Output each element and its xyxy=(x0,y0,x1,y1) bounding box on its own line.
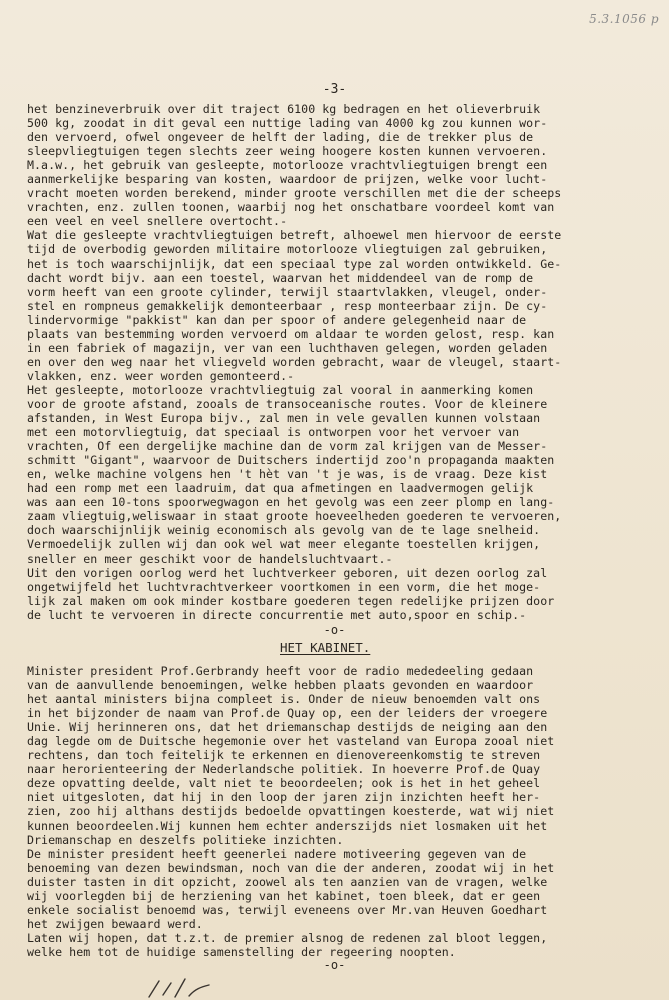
text-line: den vervoerd, ofwel ongeveer de helft der lading, die de trekker plus de xyxy=(27,130,534,145)
text-line: dag legde om de Duitsche hegemonie over het vasteland van Europa zooal niet xyxy=(27,734,555,749)
margin-annotation: 5.3.1056 p xyxy=(589,12,659,26)
text-line: een veel en veel snellere overtocht.- xyxy=(27,214,288,229)
section-heading: HET KABINET. xyxy=(280,640,371,655)
text-line: vracht moeten worden berekend, minder groote verschillen met die der scheeps xyxy=(27,186,562,201)
text-line: vlakken, enz. weer worden gemonteerd.- xyxy=(27,368,295,383)
text-line: Het gesleepte, motorlooze vrachtvliegtuig zal vooral in aanmerking komen xyxy=(27,382,534,397)
text-line: benoeming van dezen bewindsman, noch van die der anderen, zoodat wij in het xyxy=(27,860,555,875)
section-separator: -o- xyxy=(323,623,346,637)
text-line: zaam vliegtuig,weliswaar in staat groote hoeveelheden goederen te vervoeren, xyxy=(27,509,562,524)
text-line: wij voorlegden bij de herziening van het kabinet, toen bleek, dat er geen xyxy=(27,888,541,903)
text-line: vorm heeft van een groote cylinder, terwijl staartvlakken, vleugel, onder- xyxy=(27,284,548,299)
text-line: stel en rompneus gemakkelijk demonteerbaar , resp monteerbaar zijn. De cy- xyxy=(27,298,548,313)
text-line: was aan een 10-tons spoorwegwagon en het gevolg was een zeer plomp en lang- xyxy=(27,495,555,510)
article-cabinet-body xyxy=(27,664,667,959)
text-line: Minister president Prof.Gerbrandy heeft voor de radio mededeeling gedaan xyxy=(27,664,534,678)
text-line: schmitt "Gigant", waarvoor de Duitschers indertijd zoo'n propaganda maakten xyxy=(27,453,555,468)
text-line: sleepvliegtuigen tegen slechts zeer weing hoogere kosten kunnen vervoeren. xyxy=(27,144,548,159)
text-line: aanmerkelijke besparing van kosten, waardoor de prijzen, welke voor lucht- xyxy=(27,172,548,187)
text-line: het is toch waarschijnlijk, dat een speciaal type zal worden ontwikkeld. Ge- xyxy=(27,256,562,271)
text-line: duister tasten in dit opzicht, zoowel als ten aanzien van de vragen, welke xyxy=(27,874,548,889)
text-line: lijk zal maken om ook minder kostbare goederen tegen redelijke prijzen door xyxy=(27,593,555,608)
text-line: ongetwijfeld het luchtvrachtverkeer voortkomen in een vorm, die het moge- xyxy=(27,579,541,594)
text-line: rechtens, dan toch feitelijk te erkennen en dienovereenkomstig te streven xyxy=(27,748,541,763)
text-line: sneller en meer geschikt voor de handelsluchtvaart.- xyxy=(27,551,393,566)
page-number: -3- xyxy=(322,82,347,97)
text-line: en over den weg naar het vliegveld worden gebracht, waar de vleugel, staart- xyxy=(27,354,562,369)
text-line: van de aanvullende benoemingen, welke hebben plaats gevonden en waardoor xyxy=(27,678,534,693)
text-line: vrachten, enz. zullen toonen, waarbij nog het onschatbare voordeel komt van xyxy=(27,200,555,215)
text-line: doch waarschijnlijk weinig economisch als gevolg van de te lage snelheid. xyxy=(27,523,541,538)
text-line: Vermoedelijk zullen wij dan ook wel wat meer elegante toestellen krijgen, xyxy=(27,537,541,552)
text-line: Driemanschap en deszelfs politieke inzichten. xyxy=(27,832,344,847)
text-line: het zwijgen bewaard werd. xyxy=(27,916,203,931)
text-line: afstanden, in West Europa bijv., zal men in vele gevallen kunnen volstaan xyxy=(27,411,541,426)
text-line: enkele socialist benoemd was, terwijl eveneens over Mr.van Heuven Goedhart xyxy=(27,902,548,917)
text-line: welke hem tot de huidige samenstelling der regeering noopten. xyxy=(27,944,456,959)
text-line: het benzineverbruik over dit traject 6100 kg bedragen en het olieverbruik xyxy=(27,102,541,116)
text-line: tijd de overbodig geworden militaire motorlooze vliegtuigen zal gebruiken, xyxy=(27,242,548,257)
text-line: dacht wordt bijv. aan een toestel, waarvan het middendeel van de romp de xyxy=(27,270,534,285)
text-line: in een fabriek of magazijn, ver van een luchthaven gelegen, worden geladen xyxy=(27,340,548,355)
article-airfreight-body xyxy=(27,102,667,622)
section-separator: -o- xyxy=(323,958,346,972)
pencil-mark-icon xyxy=(145,975,215,1000)
text-line: en, welke machine volgens hen 't hèt van 't je was, is de vraag. Deze kist xyxy=(27,467,548,482)
text-line: plaats van bestemming worden vervoerd om aldaar te worden gelost, resp. kan xyxy=(27,326,555,341)
text-line: lindervormige "pakkist" kan dan per spoor of andere gelegenheid naar de xyxy=(27,312,527,327)
text-line: 500 kg, zoodat in dit geval een nuttige lading van 4000 kg zou kunnen wor- xyxy=(27,116,548,131)
text-line: de lucht te vervoeren in directe concurrentie met auto,spoor en schip.- xyxy=(27,607,527,622)
text-line: deze opvatting deelde, valt niet te beoordeelen; ook is het in het geheel xyxy=(27,776,541,791)
text-line: Laten wij hopen, dat t.z.t. de premier alsnog de redenen zal bloot leggen, xyxy=(27,930,548,945)
text-line: M.a.w., het gebruik van gesleepte, motorlooze vrachtvliegtuigen brengt een xyxy=(27,158,548,173)
text-line: Wat die gesleepte vrachtvliegtuigen betreft, alhoewel men hiervoor de eerste xyxy=(27,228,562,243)
text-line: het aantal ministers bijna compleet is. Onder de nieuw benoemden valt ons xyxy=(27,692,541,707)
text-line: naar herorienteering der Nederlandsche politiek. In hoeverre Prof.de Quay xyxy=(27,762,541,777)
text-line: Unie. Wij herinneren ons, dat het driemanschap destijds de neiging aan den xyxy=(27,720,548,735)
text-line: zien, zoo hij althans destijds bedoelde opvattingen koesterde, wat wij niet xyxy=(27,804,555,819)
text-line: in het bijzonder de naam van Prof.de Quay op, een der leiders der vroegere xyxy=(27,706,548,721)
text-line: De minister president heeft geenerlei nadere motiveering gegeven van de xyxy=(27,846,527,861)
text-line: kunnen beoordeelen.Wij kunnen hem echter anderszijds niet losmaken uit het xyxy=(27,818,548,833)
text-line: voor de groote afstand, zooals de transoceanische routes. Voor de kleinere xyxy=(27,396,548,411)
text-line: met een motorvliegtuig, dat speciaal is ontworpen voor het vervoer van xyxy=(27,425,520,440)
text-line: had een romp met een laadruim, dat qua afmetingen en laadvermogen gelijk xyxy=(27,481,534,496)
text-line: vrachten, Of een dergelijke machine dan de vorm zal krijgen van de Messer- xyxy=(27,439,548,454)
text-line: Uit den vorigen oorlog werd het luchtverkeer geboren, uit dezen oorlog zal xyxy=(27,565,548,580)
text-line: niet uitgesloten, dat hij in den loop der jaren zijn inzichten heeft her- xyxy=(27,790,541,805)
